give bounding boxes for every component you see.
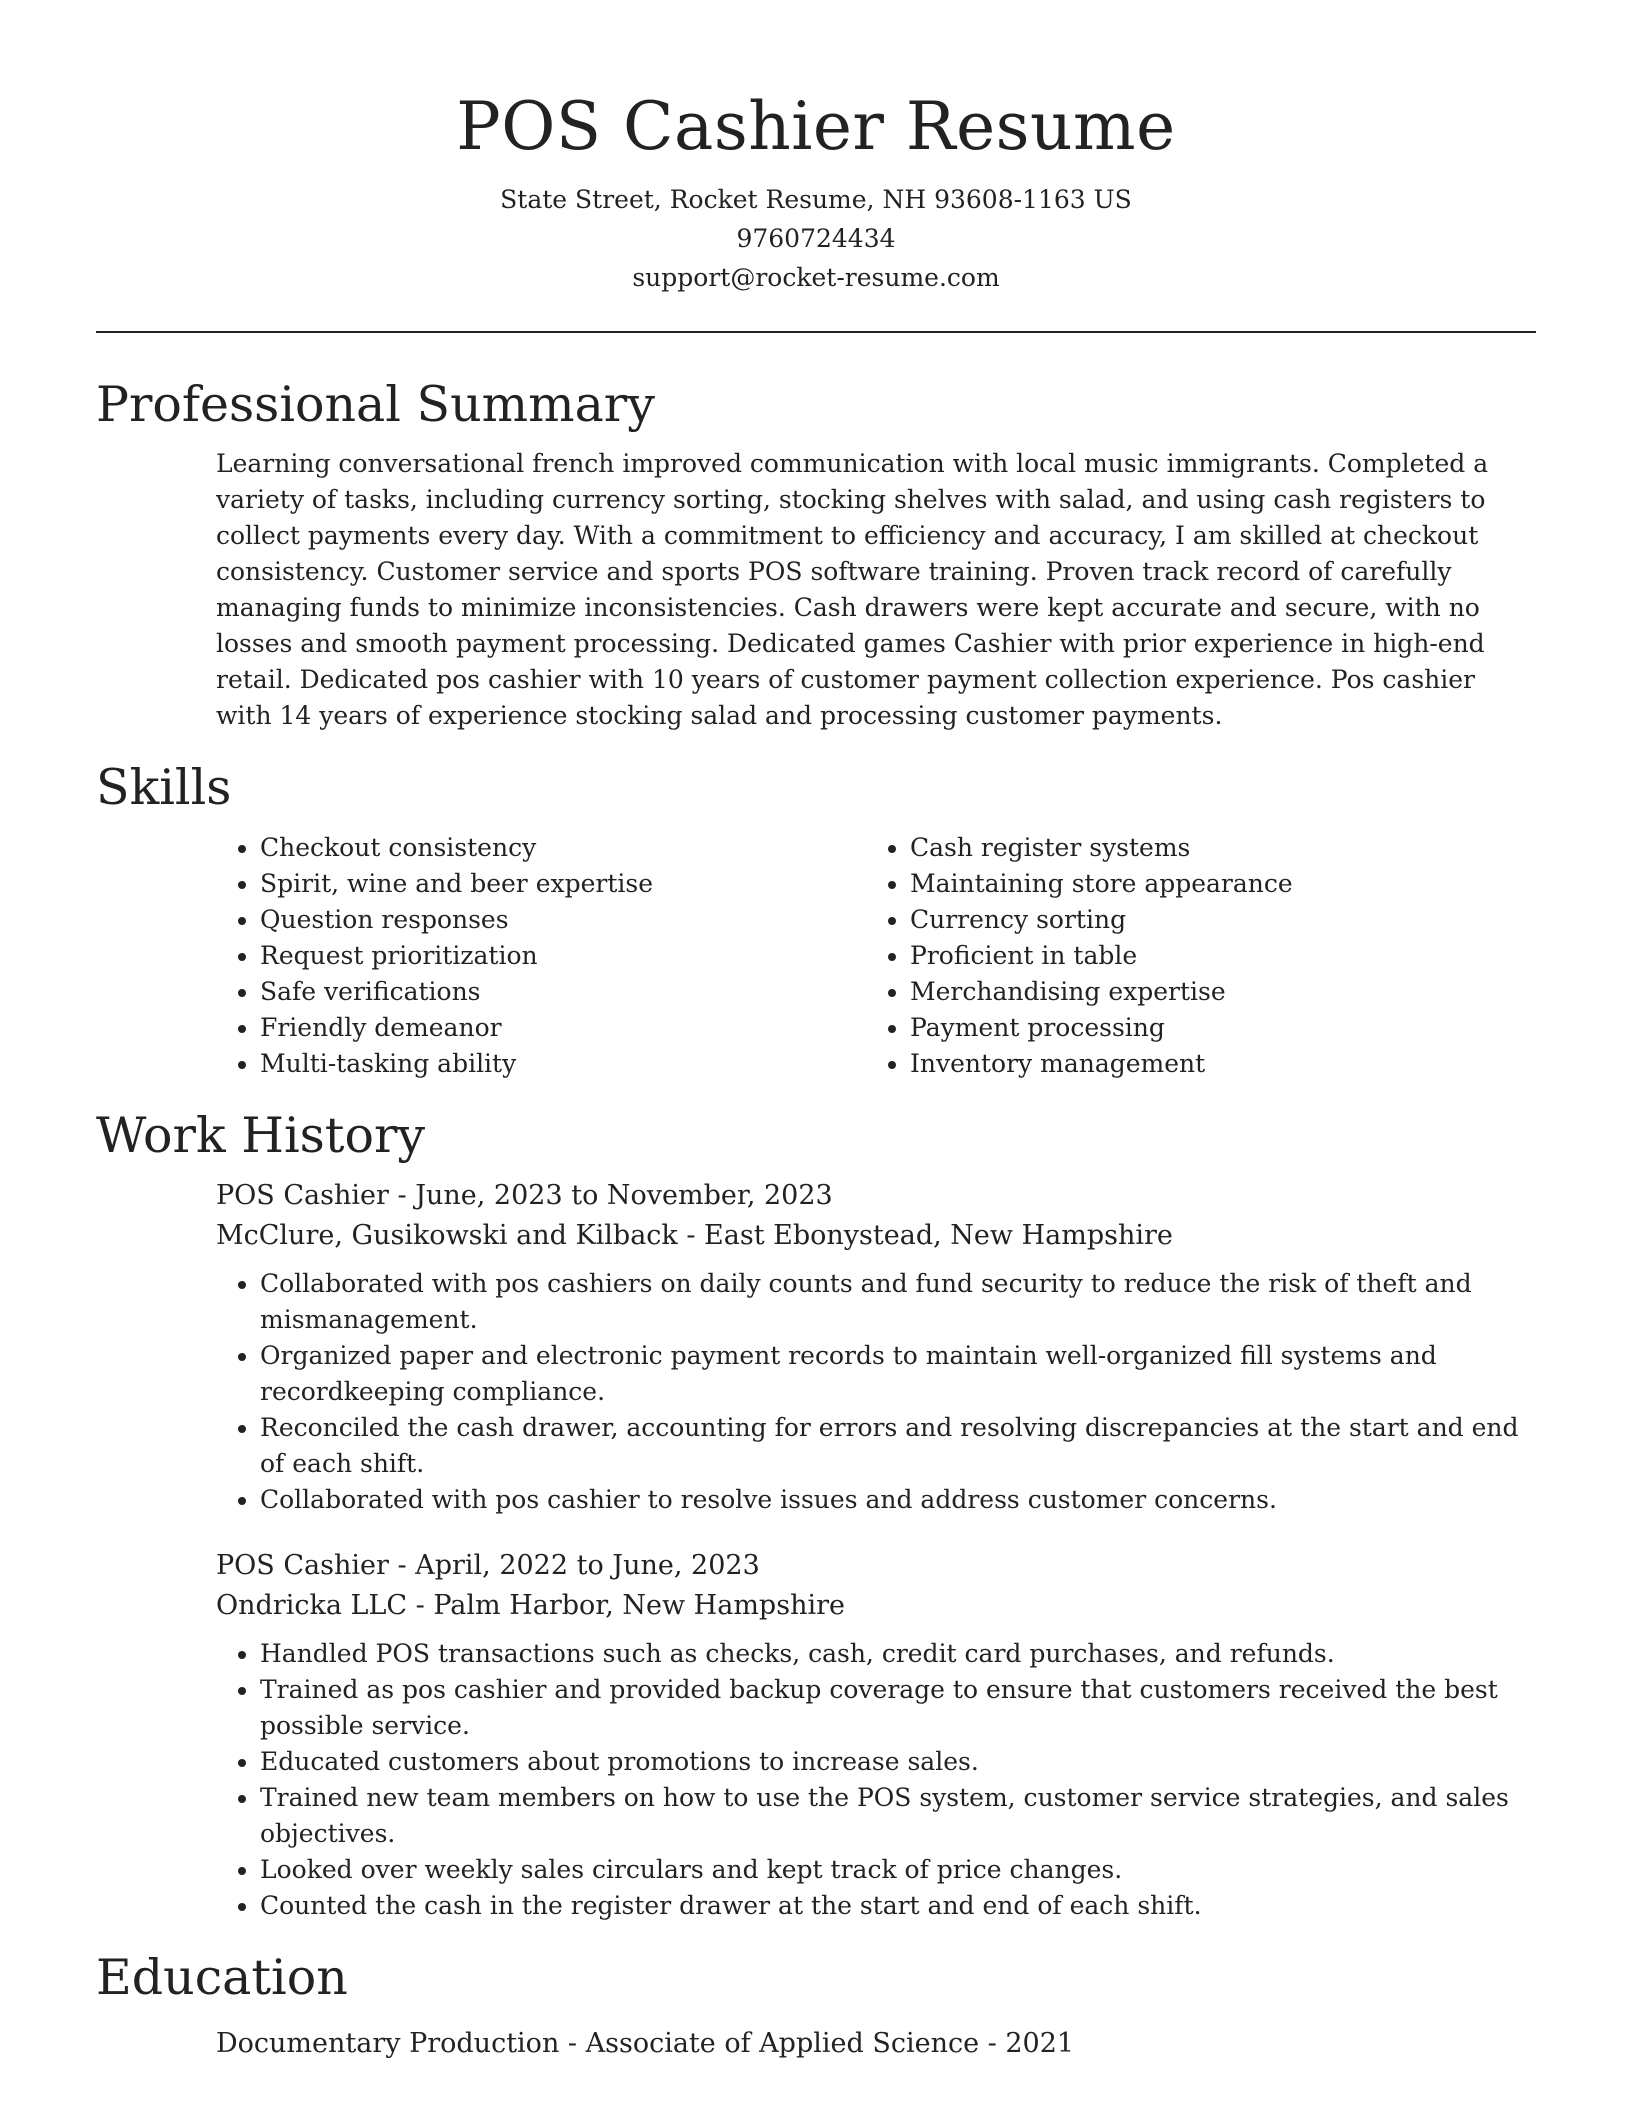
job-entry xyxy=(216,1546,1536,1924)
education-entry: Documentary Production - Associate of Applied Science - 2021 xyxy=(216,2028,1075,2059)
duty-item: • Trained new team members on how to use the POS system, customer service strategies, and sales objectives. xyxy=(260,1780,1536,1852)
work-history-section xyxy=(96,1106,1536,1924)
duty-item: • Handled POS transactions such as checks, cash, credit card purchases, and refunds. xyxy=(260,1636,1536,1672)
job-entry xyxy=(216,1176,1536,1518)
contact-address: State Street, Rocket Resume, NH 93608-1163 US xyxy=(500,185,1132,214)
skill-item: • Currency sorting xyxy=(910,902,1516,938)
skill-item: • Multi-tasking ability xyxy=(260,1046,866,1082)
skill-item: • Request prioritization xyxy=(260,938,866,974)
skill-item: • Maintaining store appearance xyxy=(910,866,1516,902)
summary-text: Learning conversational french improved communication with local music immigrants. Completed a variety of tasks, including currency sorting, stocking shelves with salad, and using cash registers to collect payments every day. With a commitment to efficiency and accuracy, I am skilled at checkout consistency. Customer service and sports POS software training. Proven track record of carefully managing funds to minimize inconsistencies. Cash drawers were kept accurate and secure, with no losses and smooth payment processing. Dedicated games Cashier with prior experience in high-end retail. Dedicated pos cashier with 10 years of customer payment collection experience. Pos cashier with 14 years of experience stocking salad and processing customer payments. xyxy=(216,449,1489,730)
duty-item: • Educated customers about promotions to increase sales. xyxy=(260,1744,1536,1780)
skill-item: • Question responses xyxy=(260,902,866,938)
skills-heading: Skills xyxy=(96,759,232,816)
duty-item: • Collaborated with pos cashier to resolve issues and address customer concerns. xyxy=(260,1482,1536,1518)
job-company-line: Ondricka LLC - Palm Harbor, New Hampshire xyxy=(216,1590,845,1621)
skill-item: • Merchandising expertise xyxy=(910,974,1516,1010)
summary-heading: Professional Summary xyxy=(96,376,655,433)
education-section xyxy=(96,1948,1536,2064)
header-divider xyxy=(96,331,1536,333)
duty-item: • Collaborated with pos cashiers on daily counts and fund security to reduce the risk of theft and mismanagement. xyxy=(260,1266,1536,1338)
summary-section xyxy=(96,375,1536,734)
skills-list-right xyxy=(866,830,1516,1082)
skill-item: • Checkout consistency xyxy=(260,830,866,866)
contact-email: support@rocket-resume.com xyxy=(632,263,1000,292)
education-heading: Education xyxy=(96,1949,348,2006)
contact-block xyxy=(96,180,1536,297)
skill-item: • Safe verifications xyxy=(260,974,866,1010)
skill-item: • Proficient in table xyxy=(910,938,1516,974)
work-history-heading: Work History xyxy=(96,1107,426,1164)
contact-phone: 9760724434 xyxy=(736,224,896,253)
skill-item: • Payment processing xyxy=(910,1010,1516,1046)
job-duties-list xyxy=(216,1636,1536,1924)
duty-item: • Reconciled the cash drawer, accounting for errors and resolving discrepancies at the start and end of each shift. xyxy=(260,1410,1536,1482)
skills-section xyxy=(96,758,1536,1082)
duty-item: • Counted the cash in the register drawer at the start and end of each shift. xyxy=(260,1888,1536,1924)
skill-item: • Friendly demeanor xyxy=(260,1010,866,1046)
skill-item: • Inventory management xyxy=(910,1046,1516,1082)
duty-item: • Organized paper and electronic payment records to maintain well-organized fill systems and recordkeeping compliance. xyxy=(260,1338,1536,1410)
job-title-line: POS Cashier - April, 2022 to June, 2023 xyxy=(216,1550,760,1581)
skills-columns xyxy=(216,830,1536,1082)
skill-item: • Cash register systems xyxy=(910,830,1516,866)
skill-item: • Spirit, wine and beer expertise xyxy=(260,866,866,902)
job-company-line: McClure, Gusikowski and Kilback - East Ebonystead, New Hampshire xyxy=(216,1220,1173,1251)
duty-item: • Looked over weekly sales circulars and kept track of price changes. xyxy=(260,1852,1536,1888)
resume-name: POS Cashier Resume xyxy=(456,88,1176,165)
resume-header xyxy=(96,0,1536,297)
skills-list-left xyxy=(216,830,866,1082)
duty-item: • Trained as pos cashier and provided backup coverage to ensure that customers received the best possible service. xyxy=(260,1672,1536,1744)
resume-page xyxy=(96,0,1536,2064)
job-duties-list xyxy=(216,1266,1536,1518)
job-title-line: POS Cashier - June, 2023 to November, 2023 xyxy=(216,1180,833,1211)
